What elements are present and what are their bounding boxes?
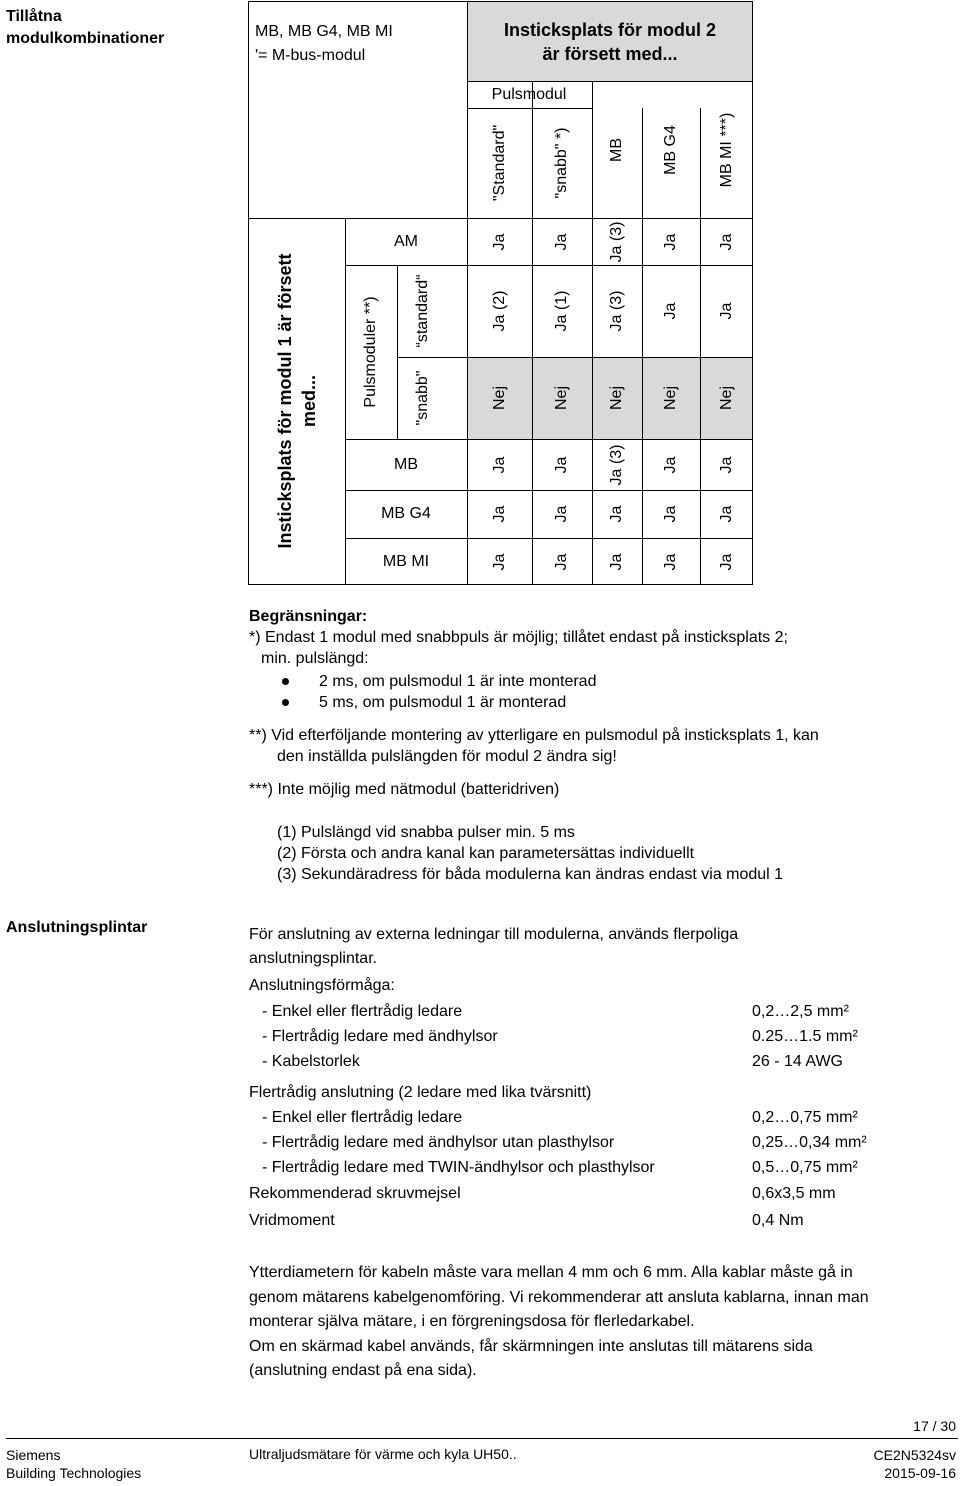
- cell-mbmi-0: Ja: [491, 553, 508, 571]
- cell-am-3: Ja: [662, 233, 679, 251]
- pulsmodul-header: Pulsmodul: [491, 86, 567, 103]
- cell-snabb-0: Nej: [491, 385, 508, 411]
- row-label-snabb: "snabb": [414, 370, 431, 426]
- page-number: 17 / 30: [913, 1418, 956, 1434]
- col-header-standard: "Standard": [491, 124, 508, 202]
- cell-mb-3: Ja: [662, 456, 679, 474]
- row-label-am: AM: [394, 233, 418, 250]
- cell-mbg4-3: Ja: [662, 505, 679, 523]
- multi-heading: Flertrådig anslutning (2 ledare med lika tvärsnitt): [249, 1084, 592, 1101]
- bullet-icon: [282, 678, 289, 685]
- footer-doc-id: CE2N5324sv 2015-09-16: [873, 1447, 956, 1481]
- row-label-mb: MB: [394, 456, 418, 473]
- cell-mb-4: Ja: [718, 456, 735, 474]
- row-label-standard: “standard“: [414, 274, 431, 348]
- row-label-mbg4: MB G4: [381, 505, 431, 522]
- col-header-mb: MB: [608, 138, 625, 162]
- cell-mbg4-0: Ja: [491, 505, 508, 523]
- cell-mbmi-1: Ja: [553, 553, 570, 571]
- section-title-combinations: Tillåtna modulkombinationer: [6, 8, 165, 47]
- cell-mb-1: Ja: [553, 456, 570, 474]
- spec-value-1: 0,2…2,5 mm²: [752, 1003, 849, 1020]
- footer-doc-title: Ultraljudsmätare för värme och kyla UH50..: [249, 1446, 517, 1462]
- multi-label-3: - Flertrådig ledare med TWIN-ändhylsor och plasthylsor: [262, 1159, 655, 1176]
- torque-value: 0,4 Nm: [752, 1212, 804, 1229]
- footer-divider: [6, 1438, 958, 1439]
- cell-mbg4-4: Ja: [718, 505, 735, 523]
- col-header-mbg4: MB G4: [662, 125, 679, 175]
- bullet-icon: [282, 699, 289, 706]
- cell-snabb-3: Nej: [662, 385, 679, 411]
- spec-value-2: 0.25…1.5 mm²: [752, 1028, 858, 1045]
- restrictions-heading: Begränsningar:: [249, 608, 368, 625]
- cell-standard-1: Ja (1): [553, 290, 570, 332]
- multi-label-1: - Enkel eller flertrådig ledare: [262, 1109, 463, 1126]
- cell-am-0: Ja: [491, 233, 508, 251]
- section-title-terminals: Anslutningsplintar: [6, 919, 148, 936]
- terminals-intro: För anslutning av externa ledningar till modulerna, används flerpoliga anslutningsplintar.: [249, 926, 739, 967]
- cell-mb-2: Ja (3): [608, 444, 625, 486]
- note-3: ***) Inte möjlig med nätmodul (batteridriven): [249, 781, 560, 798]
- col-header-mbmi: MB MI ***): [718, 112, 735, 188]
- spec-label-2: - Flertrådig ledare med ändhylsor: [262, 1028, 498, 1045]
- cell-am-2: Ja (3): [608, 221, 625, 263]
- spec-value-3: 26 - 14 AWG: [752, 1053, 843, 1070]
- slot2-title: Insticksplats för modul 2 är försett med...: [503, 20, 717, 64]
- cell-mbg4-1: Ja: [553, 505, 570, 523]
- capacity-heading: Anslutningsförmåga:: [249, 977, 395, 994]
- cell-snabb-4: Nej: [718, 385, 735, 411]
- cell-standard-2: Ja (3): [608, 290, 625, 332]
- cell-am-1: Ja: [553, 233, 570, 251]
- multi-value-3: 0,5…0,75 mm²: [752, 1159, 858, 1176]
- multi-value-1: 0,2…0,75 mm²: [752, 1109, 858, 1126]
- cell-standard-4: Ja: [718, 302, 735, 320]
- legend-mbus: MB, MB G4, MB MI '= M-bus-modul: [255, 23, 393, 64]
- note-1: *) Endast 1 modul med snabbpuls är möjlig; tillåtet endast på insticksplats 2; min. pulslängd:: [249, 629, 788, 667]
- cell-standard-0: Ja (2): [491, 290, 508, 332]
- screwdriver-value: 0,6x3,5 mm: [752, 1185, 836, 1202]
- footer-company: Siemens Building Technologies: [6, 1447, 142, 1481]
- cell-mbg4-2: Ja: [608, 505, 625, 523]
- screwdriver-label: Rekommenderad skruvmejsel: [249, 1185, 461, 1202]
- slot1-title: Insticksplats för modul 1 är försett med...: [275, 253, 319, 549]
- cell-am-4: Ja: [718, 233, 735, 251]
- footnotes: (1) Pulslängd vid snabba pulser min. 5 ms (2) Första och andra kanal kan parametersättas individuellt (3) Sekundäradress för båda modulerna kan ändras endast via modul 1: [277, 824, 784, 883]
- row-label-mbmi: MB MI: [382, 553, 430, 570]
- cell-snabb-1: Nej: [553, 385, 570, 411]
- restrictions: [249, 606, 939, 885]
- note-2: **) Vid efterföljande montering av ytterligare en pulsmodul på insticksplats 1, kan den inställda pulslängden för modul 2 ändra sig!: [249, 727, 819, 765]
- note-1-bullets: 2 ms, om pulsmodul 1 är inte monterad 5 ms, om pulsmodul 1 är monterad: [249, 671, 939, 713]
- cable-paragraph: Ytterdiametern för kabeln måste vara mellan 4 mm och 6 mm. Alla kablar måste gå in genom mätarens kabelgenomföring. Vi rekommenderar att ansluta kablarna, innan man monterar själva mätare, i en förgreningsdosa för flerledarkabel. Om en skärmad kabel används, får skärmningen inte anslutas till mätarens sida (anslutning endast på ena sida).: [249, 1264, 869, 1379]
- multi-value-2: 0,25…0,34 mm²: [752, 1134, 867, 1151]
- pulsmoduler-label: Pulsmoduler **): [362, 296, 379, 408]
- cell-mbmi-4: Ja: [718, 553, 735, 571]
- cell-mbmi-3: Ja: [662, 553, 679, 571]
- cell-standard-3: Ja: [662, 302, 679, 320]
- spec-label-1: - Enkel eller flertrådig ledare: [262, 1003, 463, 1020]
- spec-label-3: - Kabelstorlek: [262, 1053, 360, 1070]
- multi-label-2: - Flertrådig ledare med ändhylsor utan plasthylsor: [262, 1134, 615, 1151]
- cell-snabb-2: Nej: [608, 385, 625, 411]
- cell-mbmi-2: Ja: [608, 553, 625, 571]
- cell-mb-0: Ja: [491, 456, 508, 474]
- torque-label: Vridmoment: [249, 1212, 335, 1229]
- col-header-snabb: "snabb" *): [553, 127, 570, 199]
